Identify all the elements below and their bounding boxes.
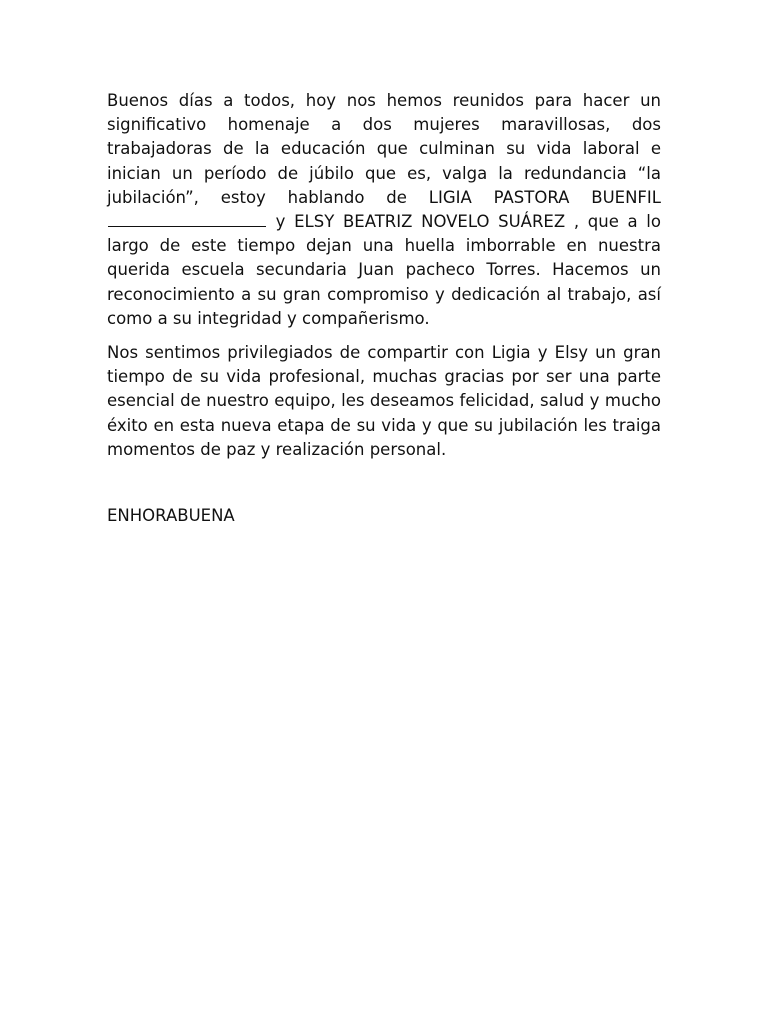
document-body (107, 89, 661, 528)
paragraph-homage-text-end: y ELSY BEATRIZ NOVELO SUÁREZ , que a lo largo de este tiempo dejan una huella imborrable en nuestra querida escuela secundaria Juan pacheco Torres. Hacemos un reconocimiento a su gran compromiso y dedicación al trabajo, así como a su integridad y compañerismo. (107, 212, 661, 328)
name-blank-line (108, 212, 266, 227)
paragraph-gratitude: Nos sentimos privilegiados de compartir con Ligia y Elsy un gran tiempo de su vida profesional, muchas gracias por ser una parte esencial de nuestro equipo, les deseamos felicidad, salud y mucho éxito en esta nueva etapa de su vida y que su jubilación les traiga momentos de paz y realización personal. (107, 343, 661, 459)
paragraph-homage-text-start: Buenos días a todos, hoy nos hemos reunidos para hacer un significativo homenaje a dos mujeres maravillosas, dos trabajadoras de la educación que culminan su vida laboral e inician un período de júbilo que es, valga la redundancia “la jubilación”, estoy hablando de LIGIA PASTORA BUENFIL (107, 91, 661, 207)
paragraph-homage (107, 89, 661, 331)
closing-line: ENHORABUENA (107, 506, 235, 526)
